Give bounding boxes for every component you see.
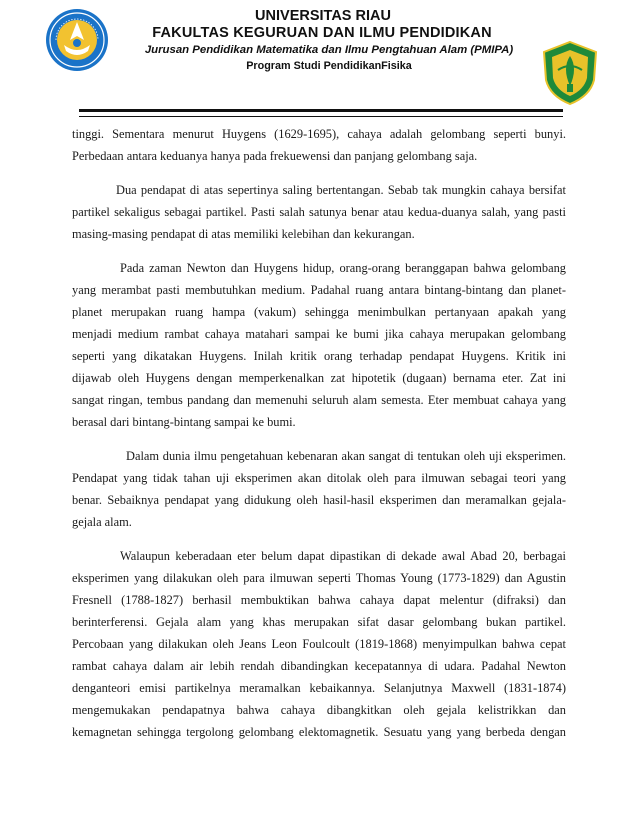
paragraph-line: Walaupun keberadaan eter belum dapat dipastikan di dekade awal Abad 20, berbagai [120,549,566,563]
department-name [10,44,638,56]
paragraph-line: mengemukakan pendapatnya bahwa cahaya dibangkitkan oleh gejala kelistrikkan dan [72,703,566,717]
paragraph-line: seperti yang dikatakan Huygens. Inilah kritik orang terhadap pendapat Huygens. Kritik ini [72,349,566,363]
paragraph-line: berasal dari bintang-bintang sampai ke bumi. [72,415,296,429]
faculty-name: FAKULTAS KEGURUAN DAN ILMU PENDIDIKAN [152,25,492,41]
paragraph-line: rambat cahaya dalam air lebih rendah dibandingkan kecepatannya di udara. Padahal Newton [72,659,566,673]
paragraph-line: Dua pendapat di atas sepertinya saling bertentangan. Sebab tak mungkin cahaya bersifat [116,183,566,197]
program-name: Program Studi PendidikanFisika [246,60,412,72]
header-rule-thick [79,109,563,112]
department-prefix: Jurusan [144,44,190,56]
paragraph-line: partikel sekaligus sebagai partikel. Pasti salah satunya benar atau kedua-duanya salah, yang pasti [72,205,566,219]
paragraph-line: Pada zaman Newton dan Huygens hidup, orang-orang beranggapan bahwa gelombang [120,261,566,275]
paragraph-line: masing-masing pendapat di atas memiliki kelebihan dan kekurangan. [72,227,415,241]
paragraph-line: tinggi. Sementara menurut Huygens (1629-1695), cahaya adalah gelombang seperti bunyi. [72,127,566,141]
paragraph-line: berinterferensi. Gejala alam yang khas merupakan sifat dasar gelombang bukan partikel. [72,615,566,629]
paragraph-line: gejala alam. [72,515,132,529]
paragraph-line: Pendapat yang tidak tahan uji eksperimen akan ditolak oleh para ilmuwan sebagai teori yang [72,471,566,485]
paragraph-line: Fresnell (1788-1827) berhasil membuktikan bahwa cahaya dapat melentur (difraksi) dan [72,593,566,607]
department-rest: Pendidikan Matematika dan Ilmu Pengtahuan Alam (PMIPA) [192,44,514,56]
paragraph-line: Percobaan yang dilakukan oleh Jeans Leon Foulcoult (1819-1868) menyimpulkan bahwa cepat [72,637,566,651]
paragraph-line: eksperimen yang dilakukan oleh para ilmuwan seperti Thomas Young (1773-1829) dan Agustin [72,571,566,585]
paragraph-line: menjadi medium rambat cahaya matahari sampai ke bumi jika cahaya merupakan gelombang [72,327,566,341]
paragraph-line: denganteori emisi partikelnya meramalkan kebaikannya. Selanjutnya Maxwell (1831-1874) [72,681,566,695]
university-name: UNIVERSITAS RIAU [255,8,391,24]
paragraph-line: yang merambat pasti membutuhkan medium. Padahal ruang antara bintang-bintang dan planet- [72,283,566,297]
paragraph-line: dijawab oleh Huygens dengan memperkenalkan zat hipotetik (dugaan) bernama eter. Zat ini [72,371,566,385]
paragraph-line: sangat ringan, tembus pandang dan memenuhi seluruh alam semesta. Eter membuat cahaya yang [72,393,566,407]
paragraph-line: Perbedaan antara keduanya hanya pada frekuewensi dan panjang gelombang saja. [72,149,478,163]
document-body [72,123,566,743]
paragraph-line: planet merupakan ruang hampa (vakum) sehingga menimbulkan pertanyaan apakah yang [72,305,566,319]
paragraph-line: Dalam dunia ilmu pengetahuan kebenaran akan sangat di tentukan oleh uji eksperimen. [126,449,566,463]
paragraph-line: kemagnetan sehingga tergolong gelombang elektomagnetik. Sesuatu yang yang berbeda dengan [72,725,566,739]
header-rule-thin [79,116,563,117]
paragraph-line: benar. Sebaiknya pendapat yang didukung oleh hasil-hasil eksperimen dan meramalkan gejala- [72,493,566,507]
